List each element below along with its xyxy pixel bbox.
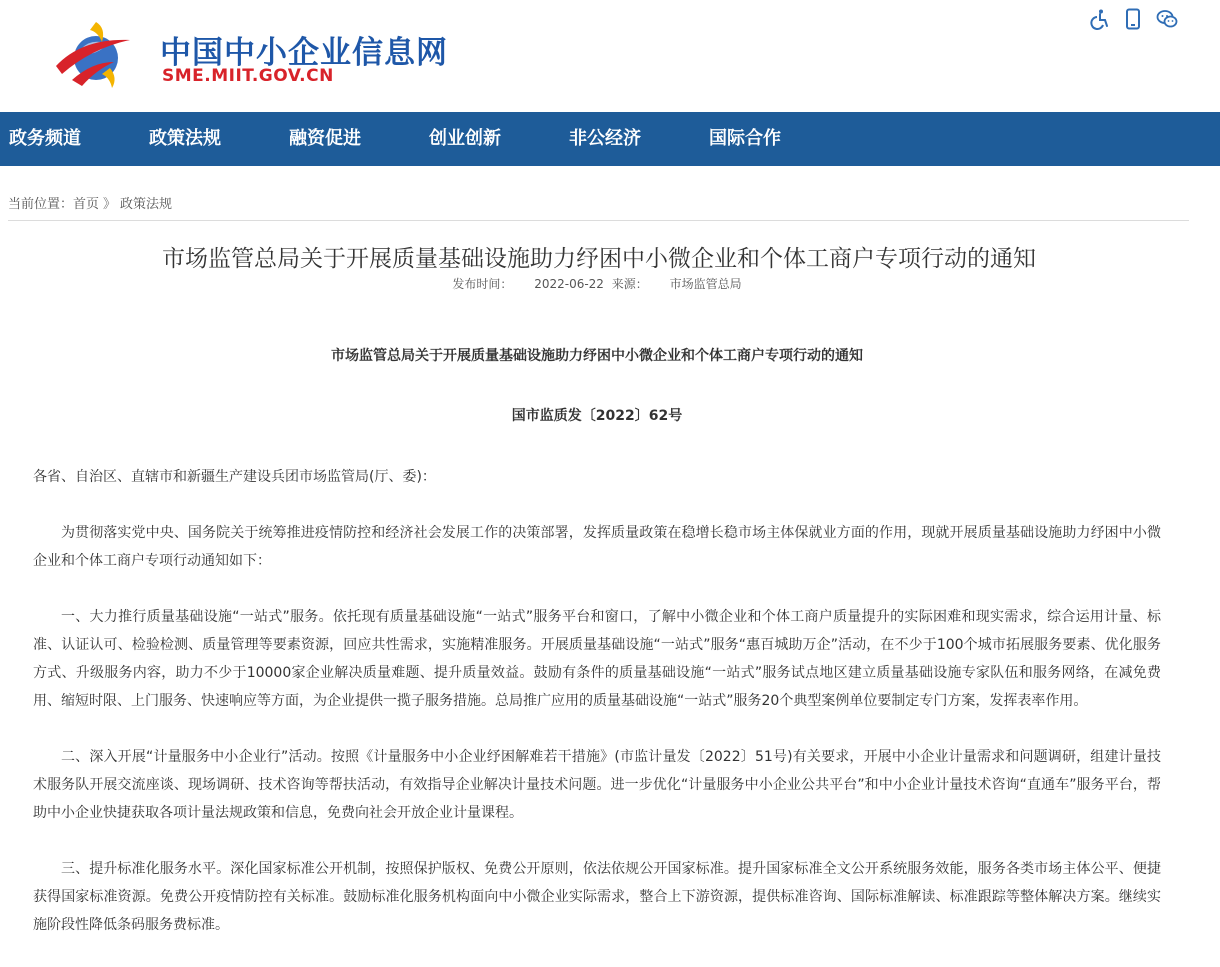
site-title: 中国中小企业信息网 bbox=[160, 35, 448, 71]
breadcrumb-label: 当前位置： bbox=[8, 197, 74, 212]
nav-item-government[interactable]: 政务频道 bbox=[9, 128, 81, 149]
breadcrumb-current-link[interactable]: 政策法规 bbox=[120, 197, 173, 212]
source-value: 市场监管总局 bbox=[669, 277, 742, 291]
mobile-icon[interactable] bbox=[1122, 8, 1144, 30]
site-header bbox=[0, 0, 1220, 112]
publish-label: 发布时间： bbox=[452, 277, 513, 291]
nav-item-innovation[interactable]: 创业创新 bbox=[429, 128, 501, 149]
document-number: 国市监质发〔2022〕62号 bbox=[511, 408, 683, 424]
site-domain: SME.MIIT.GOV.CN bbox=[162, 66, 334, 86]
breadcrumb-divider bbox=[8, 220, 1189, 221]
globe-logo-icon[interactable] bbox=[52, 18, 132, 90]
breadcrumb-separator: 》 bbox=[103, 197, 117, 212]
article-meta bbox=[0, 275, 1198, 292]
publish-date: 2022-06-22 bbox=[534, 277, 604, 291]
article-body bbox=[33, 345, 1161, 967]
header-tools bbox=[1088, 8, 1178, 30]
paragraph: 一、大力推行质量基础设施“一站式”服务。依托现有质量基础设施“一站式”服务平台和窗口，了解中小微企业和个体工商户质量提升的实际困难和现实需求，综合运用计量、标准、认证认可、检验检测、质量管理等要素资源，回应共性需求，实施精准服务。开展质量基础设施“一站式”服务“惠百城助万企”活动，在不少于100个城市拓展服务要素、优化服务方式、升级服务内容，助力不少于10000家企业解决质量难题、提升质量效益。鼓励有条件的质量基础设施“一站式”服务试点地区建立质量基础设施专家队伍和服务网络，在减免费用、缩短时限、上门服务、快速响应等方面，为企业提供一揽子服务措施。总局推广应用的质量基础设施“一站式”服务20个典型案例单位要制定专门方案，发挥表率作用。 bbox=[33, 609, 1161, 709]
breadcrumb bbox=[8, 193, 172, 212]
paragraph: 为贯彻落实党中央、国务院关于统筹推进疫情防控和经济社会发展工作的决策部署，发挥质量政策在稳增长稳市场主体保就业方面的作用，现就开展质量基础设施助力纾困中小微企业和个体工商户专项行动通知如下： bbox=[33, 525, 1161, 569]
nav-item-international[interactable]: 国际合作 bbox=[709, 128, 781, 149]
paragraph: 二、深入开展“计量服务中小企业行”活动。按照《计量服务中小企业纾困解难若干措施》(市监计量发〔2022〕51号)有关要求，开展中小企业计量需求和问题调研，组建计量技术服务队开展交流座谈、现场调研、技术咨询等帮扶活动，有效指导企业解决计量技术问题。进一步优化“计量服务中小企业公共平台”和中小企业计量技术咨询“直通车”服务平台，帮助中小企业快捷获取各项计量法规政策和信息，免费向社会开放企业计量课程。 bbox=[33, 749, 1161, 821]
source-label: 来源： bbox=[611, 277, 648, 291]
nav-item-financing[interactable]: 融资促进 bbox=[289, 128, 361, 149]
accessibility-icon[interactable] bbox=[1088, 8, 1110, 30]
nav-item-private-economy[interactable]: 非公经济 bbox=[569, 128, 641, 149]
article-title: 市场监管总局关于开展质量基础设施助力纾困中小微企业和个体工商户专项行动的通知 bbox=[162, 246, 1036, 272]
paragraph: 三、提升标准化服务水平。深化国家标准公开机制，按照保护版权、免费公开原则，依法依规公开国家标准。提升国家标准全文公开系统服务效能，服务各类市场主体公平、便捷获得国家标准资源。免费公开疫情防控有关标准。鼓励标准化服务机构面向中小微企业实际需求，整合上下游资源，提供标准咨询、国际标准解读、标准跟踪等整体解决方案。继续实施阶段性降低条码服务费标准。 bbox=[33, 861, 1161, 933]
salutation: 各省、自治区、直辖市和新疆生产建设兵团市场监管局(厅、委)： bbox=[33, 469, 436, 485]
breadcrumb-home-link[interactable]: 首页 bbox=[73, 197, 100, 212]
wechat-icon[interactable] bbox=[1156, 8, 1178, 30]
document-heading: 市场监管总局关于开展质量基础设施助力纾困中小微企业和个体工商户专项行动的通知 bbox=[331, 348, 863, 364]
main-nav bbox=[0, 112, 1220, 166]
nav-item-policy[interactable]: 政策法规 bbox=[149, 128, 221, 149]
